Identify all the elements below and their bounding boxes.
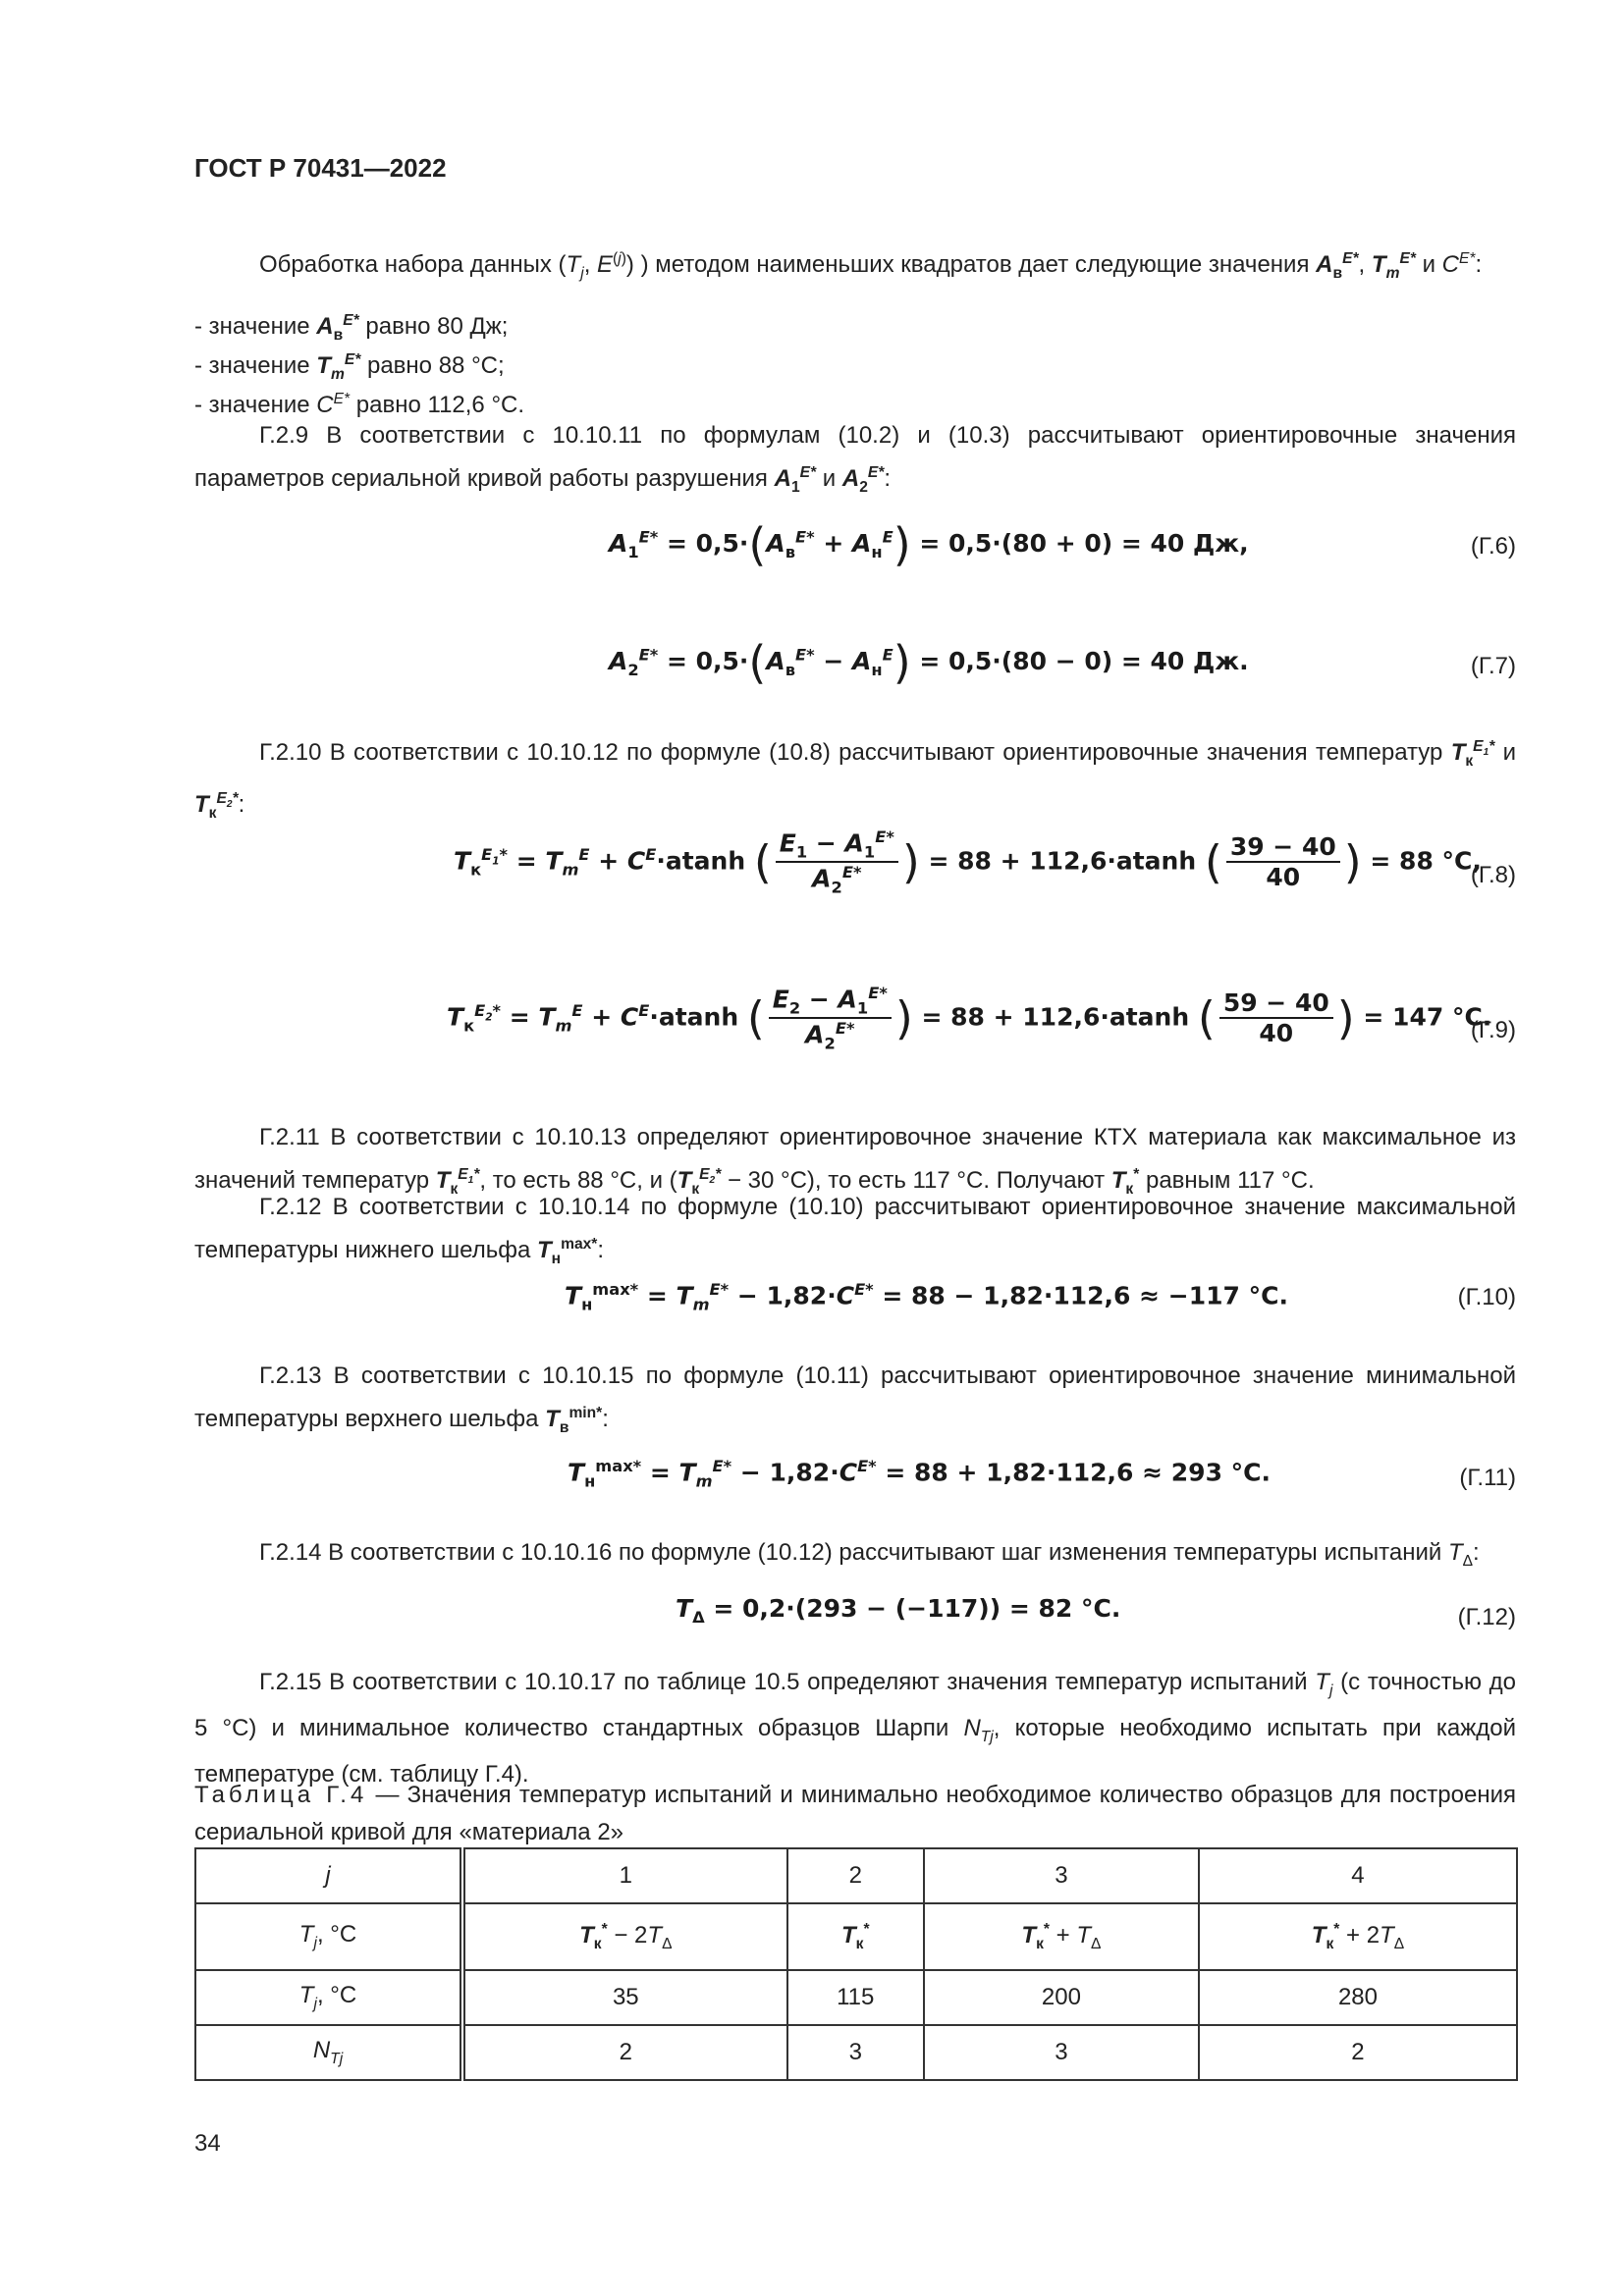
table-header-tj-formula: $T_j$, °С [195,1903,462,1970]
paragraph-g-2-14: Г.2.14 В соответствии с 10.10.16 по формуле (10.12) рассчитывают шаг изменения температуры испытаний $T_\Delta$: [259,1539,1480,1570]
table-cell: 2 [462,2025,787,2080]
table-row [195,1970,1517,2025]
formula-g11: $T_н^{max*} = T_m^{E*} - 1,82\cdot C^{E*} = 88 + 1,82\cdot 112,6 \approx 293$ °С. [568,1457,1272,1491]
table-cell: $T_к^*$ [787,1903,924,1970]
paragraph-g-2-12: Г.2.12 В соответствии с 10.10.14 по формуле (10.10) рассчитывают ориентировочное значение максимальной температуры нижнего шельфа $T_н^{max*}$: [194,1194,1516,1267]
formula-g7: $A_2^{E*} = 0,5\cdot(A_в^{E*} - A_н^E) = 0,5\cdot(80 - 0) = 40$ Дж. [609,636,1249,689]
table-row [195,1848,1517,1903]
table-cell: $T_к^* + 2T_\Delta$ [1199,1903,1517,1970]
table-cell: 4 [1199,1848,1517,1903]
table-row [195,1903,1517,1970]
table-cell: 35 [462,1970,787,2025]
table-g4 [194,1847,1518,2081]
paragraph-g-2-11: Г.2.11 В соответствии с 10.10.13 определяют ориентировочное значение КТХ материала как максимальное из значений температур $T_к^{E_1*}$, то есть 88 °С, и ($T_к^{E_2*} - 30$ °С), то есть 117 °С. Получают $T_к^*$ равным 117 °С. [194,1124,1516,1198]
document-header: ГОСТ Р 70431—2022 [194,153,447,183]
bullet-1: - значение $A_в^{E*}$ равно 80 Дж; [194,312,509,344]
formula-g9: $T_к^{E_2*} = T_m^E + C^E\cdot atanh$ ( $\frac{E_2 - A_1^{E*}}{A_2^{E*}}$ ) = 88 + 112,6·atanh ( $\frac{59 - 40}{40}$ ) = 147 °С. [447,984,1492,1053]
table-header-ntj: $N_{Tj}$ [195,2025,462,2080]
eq-number-g10: (Г.10) [1457,1284,1516,1310]
paragraph-g-2-9: Г.2.9 В соответствии с 10.10.11 по формулам (10.2) и (10.3) рассчитывают ориентировочные значения параметров сериальной кривой работы разрушения $A_1^{E*}$ и $A_2^{E*}$: [194,422,1516,496]
paragraph-g-2-15: Г.2.15 В соответствии с 10.10.17 по таблице 10.5 определяют значения температур испытаний $T_j$ (с точностью до 5 °С) и минимальное количество стандартных образцов Шарпи $N_{Tj}$, которые необходимо испытать при каждой температуре (см. таблицу Г.4). [194,1669,1517,1788]
table-cell: $T_к^* + T_\Delta$ [924,1903,1199,1970]
table-cell: 280 [1199,1970,1517,2025]
page-number: 34 [194,2130,221,2157]
paragraph-g-2-13: Г.2.13 В соответствии с 10.10.15 по формуле (10.11) рассчитывают ориентировочное значение минимальной температуры верхнего шельфа $T_в^{min*}$: [194,1362,1516,1436]
table-cell: 3 [924,1848,1199,1903]
table-cell: 2 [787,1848,924,1903]
table-cell: 3 [787,2025,924,2080]
table-caption: Таблица Г.4 — Значения температур испытаний и минимально необходимое количество образцов для построения сериальной кривой для «материала 2» [194,1782,1516,1845]
paragraph-g-2-10: Г.2.10 В соответствии с 10.10.12 по формуле (10.8) рассчитывают ориентировочные значения температур $T_к^{E_1*}$ и $T_к^{E_2*}$: [194,738,1517,822]
table-header-tj-values: $T_j$, °С [195,1970,462,2025]
table-cell: 1 [462,1848,787,1903]
bullet-2: - значение $T_m^{E*}$ равно 88 °С; [194,351,505,383]
eq-number-g8: (Г.8) [1470,862,1516,888]
eq-number-g7: (Г.7) [1470,653,1516,679]
table-row [195,2025,1517,2080]
table-cell: 115 [787,1970,924,2025]
table-header-j: j [195,1848,462,1903]
intro-paragraph: Обработка набора данных ($T_j$, $E^{(j)}$) ) методом наименьших квадратов дает следующие значения $A_в^{E*}$, $T_m^{E*}$ и $C^{E*}$: [259,250,1483,282]
eq-number-g6: (Г.6) [1470,533,1516,560]
eq-number-g11: (Г.11) [1459,1465,1516,1491]
formula-g12: $T_\Delta = 0,2\cdot(293 - (-117)) = 82$ °С. [676,1594,1121,1627]
formula-g10: $T_н^{max*} = T_m^{E*} - 1,82\cdot C^{E*} = 88 - 1,82\cdot 112,6 \approx -117$ °С. [565,1280,1288,1314]
eq-number-g12: (Г.12) [1457,1604,1516,1630]
formula-g6: $A_1^{E*} = 0,5\cdot(A_в^{E*} + A_н^E) = 0,5\cdot(80 + 0) = 40$ Дж, [609,518,1249,571]
eq-number-g9: (Г.9) [1470,1017,1516,1043]
table-cell: $T_к^* - 2T_\Delta$ [462,1903,787,1970]
formula-g8: $T_к^{E_1*} = T_m^E + C^E\cdot atanh$ ( $\frac{E_1 - A_1^{E*}}{A_2^{E*}}$ ) = 88 + 112,6·atanh ( $\frac{39 - 40}{40}$ ) = 88 °С, [454,828,1482,897]
table-cell: 200 [924,1970,1199,2025]
table-cell: 2 [1199,2025,1517,2080]
table-cell: 3 [924,2025,1199,2080]
bullet-3: - значение $C^{E*}$ равно 112,6 °С. [194,391,525,418]
